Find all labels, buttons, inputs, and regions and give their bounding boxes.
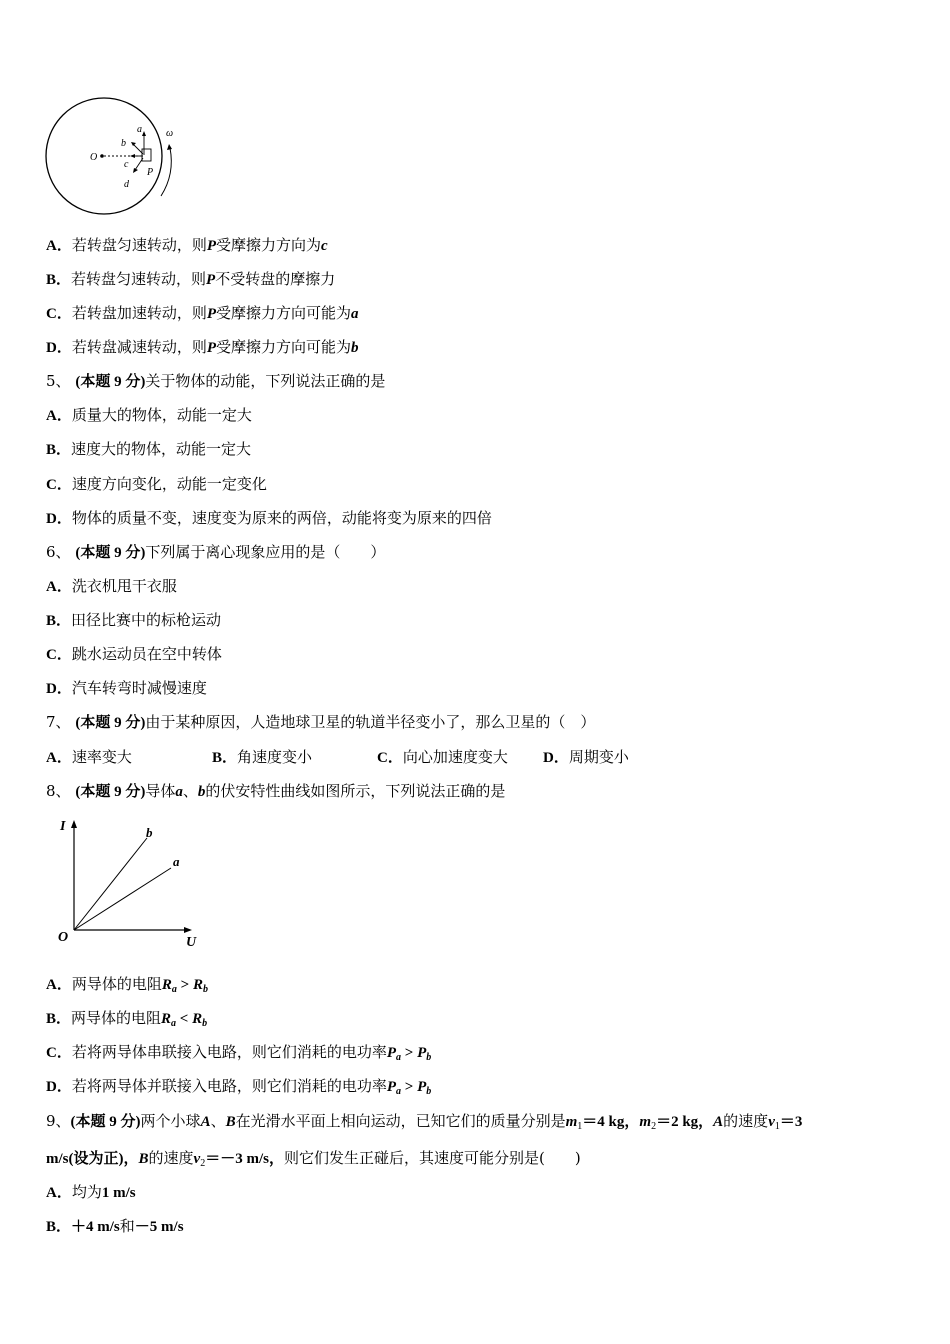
iv-graph	[54, 812, 214, 954]
label-d: d	[124, 179, 129, 190]
q5-option-a: A．质量大的物体，动能一定大	[46, 406, 252, 424]
q7-option-b: B．角速度变小	[212, 748, 313, 766]
block-p	[142, 149, 151, 161]
q5-stem: 5、 (本题 9 分)关于物体的动能，下列说法正确的是	[46, 372, 386, 390]
q6-option-c: C．跳水运动员在空中转体	[46, 645, 222, 663]
label-b: b	[121, 138, 126, 149]
q9-option-b: B．＋4 m/s和－5 m/s	[46, 1217, 184, 1235]
q9-stem-line1: 9、(本题 9 分)两个小球A、B在光滑水平面上相向运动，已知它们的质量分别是$m_1=4$ kg，$m_2=2$ kg，A的速度$v_1=3$	[46, 1112, 803, 1132]
center-point	[100, 154, 104, 158]
label-o: O	[90, 152, 98, 163]
q4-option-d: D．若转盘减速转动，则P受摩擦力方向可能为b	[46, 338, 359, 356]
q9-option-a: A．均为1 m/s	[46, 1183, 136, 1201]
q7-option-a: A．速率变大	[46, 748, 132, 766]
q5-option-b: B．速度大的物体，动能一定大	[46, 440, 252, 458]
q4-option-c: C．若转盘加速转动，则P受摩擦力方向可能为a	[46, 304, 359, 322]
graph-label-b: b	[146, 825, 153, 840]
q6-stem: 6、 (本题 9 分)下列属于离心现象应用的是（ ）	[46, 543, 386, 561]
q7-options	[46, 747, 910, 768]
graph-label-i: I	[60, 819, 66, 834]
q8-option-d: D．若将两导体并联接入电路，则它们消耗的电功率$P_a > P_b$	[46, 1077, 432, 1097]
q5-option-c: C．速度方向变化，动能一定变化	[46, 475, 267, 493]
q6-option-a: A．洗衣机甩干衣服	[46, 577, 177, 595]
q7-option-d: D．周期变小	[543, 748, 629, 766]
graph-label-u: U	[186, 935, 197, 950]
q8-option-a: A．两导体的电阻$R_a > R_b$	[46, 975, 208, 995]
graph-label-o: O	[58, 930, 69, 945]
label-c: c	[124, 159, 129, 170]
q9-stem-line2: m/s(设为正)，B的速度$v_2=-3$ m/s，则它们发生正碰后，其速度可能分别是( )	[46, 1149, 581, 1169]
q4-option-a: A．若转盘匀速转动，则P受摩擦力方向为c	[46, 236, 328, 254]
line-a	[74, 868, 171, 930]
q8-option-c: C．若将两导体串联接入电路，则它们消耗的电功率$P_a > P_b$	[46, 1043, 432, 1063]
q8-stem: 8、 (本题 9 分)导体a、b的伏安特性曲线如图所示，下列说法正确的是	[46, 782, 506, 800]
label-p: P	[147, 167, 154, 178]
q4-option-b: B．若转盘匀速转动，则P不受转盘的摩擦力	[46, 270, 336, 288]
q5-option-d: D．物体的质量不变，速度变为原来的两倍，动能将变为原来的四倍	[46, 509, 492, 527]
q6-option-d: D．汽车转弯时减慢速度	[46, 679, 207, 697]
label-omega: ω	[166, 128, 174, 139]
q7-stem: 7、 (本题 9 分)由于某种原因，人造地球卫星的轨道半径变小了，那么卫星的（ ）	[46, 713, 596, 731]
turntable-figure	[40, 96, 190, 218]
q6-option-b: B．田径比赛中的标枪运动	[46, 611, 222, 629]
q8-option-b: B．两导体的电阻$R_a < R_b$	[46, 1009, 208, 1029]
graph-label-a: a	[173, 854, 180, 869]
line-b	[74, 838, 147, 930]
label-a: a	[137, 124, 142, 135]
q7-option-c: C．向心加速度变大	[377, 748, 508, 766]
